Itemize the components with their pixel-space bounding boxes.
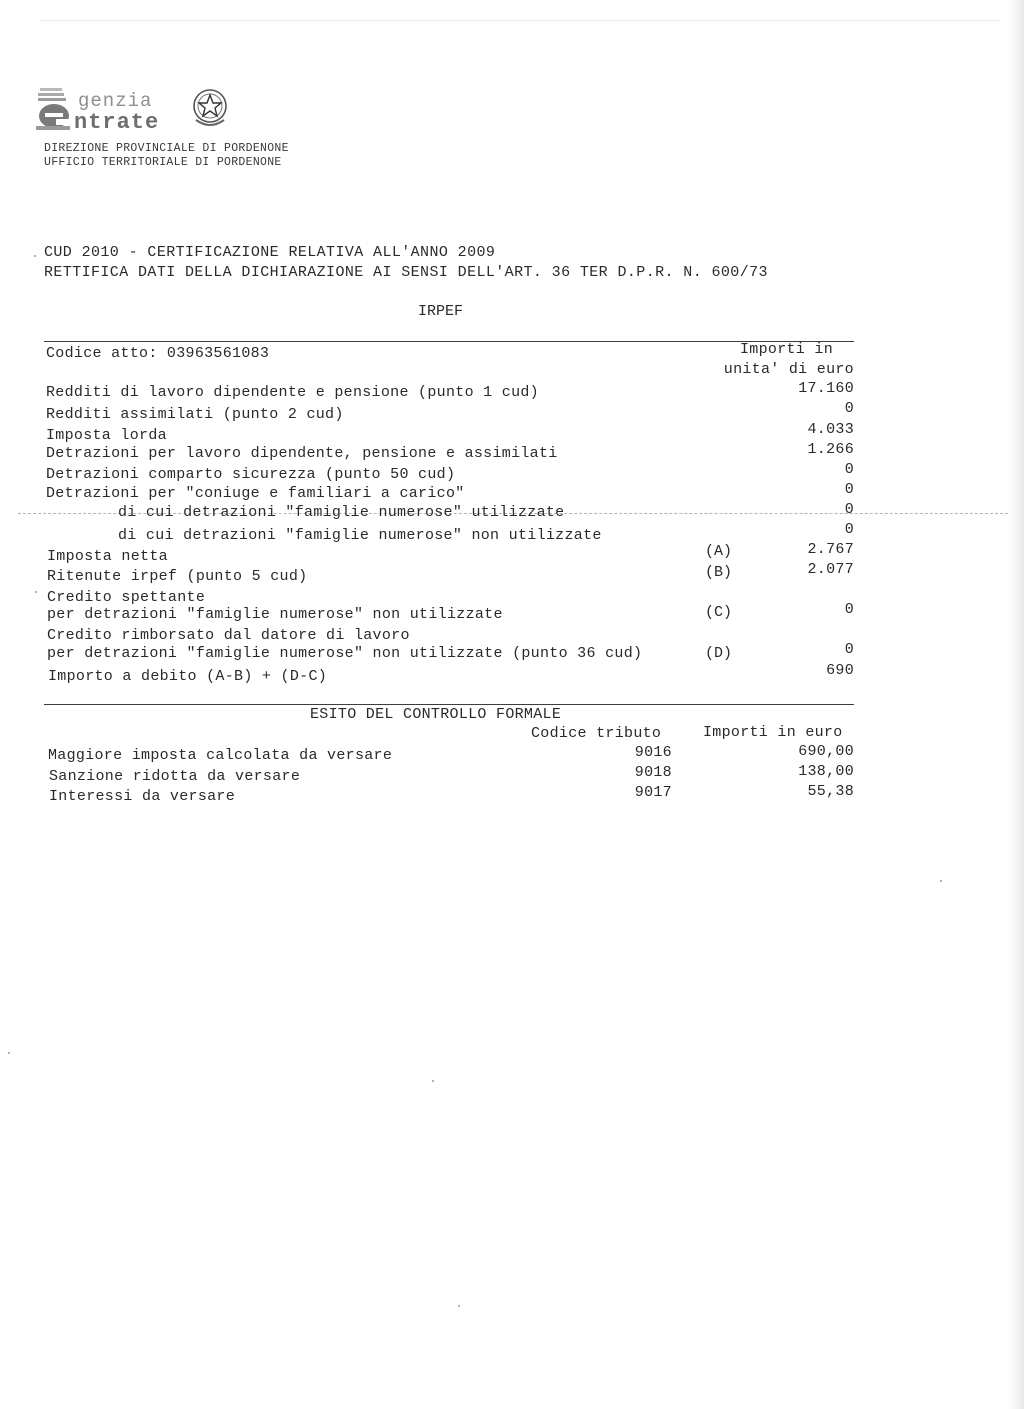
office-name-provincial: DIREZIONE PROVINCIALE DI PORDENONE [44, 142, 289, 155]
esito-row-codice: 9017 [634, 784, 672, 801]
row-label-indented: di cui detrazioni "famiglie numerose" non utilizzate [118, 527, 602, 544]
section-divider [44, 704, 854, 705]
esito-row-codice: 9018 [634, 764, 672, 781]
row-value: 1.266 [807, 441, 854, 458]
row-value: 4.033 [807, 421, 854, 438]
scan-speck [35, 591, 37, 593]
republic-emblem-icon [190, 86, 230, 132]
column-header-importi-euro: Importi in euro [703, 724, 843, 741]
row-value: 0 [844, 641, 854, 658]
scan-right-edge [1008, 0, 1024, 1409]
row-value: 0 [844, 461, 854, 478]
document-title: CUD 2010 - CERTIFICAZIONE RELATIVA ALL'ANNO 2009 [44, 244, 496, 261]
row-value: 17.160 [798, 380, 854, 397]
row-marker-b: (B) [705, 564, 733, 581]
logo-word-agenzia: genzia [78, 90, 153, 112]
row-label-total: Importo a debito (A-B) + (D-C) [48, 668, 328, 685]
row-label: Redditi assimilati (punto 2 cud) [46, 406, 344, 423]
document-subtitle: RETTIFICA DATI DELLA DICHIARAZIONE AI SENSI DELL'ART. 36 TER D.P.R. N. 600/73 [44, 264, 768, 281]
row-marker-c: (C) [705, 604, 733, 621]
row-value: 2.767 [807, 541, 854, 558]
esito-title: ESITO DEL CONTROLLO FORMALE [310, 706, 562, 723]
section-title-irpef: IRPEF [418, 303, 464, 320]
agenzia-e-logo-icon [36, 86, 72, 132]
row-marker-d: (D) [705, 645, 733, 662]
row-value: 0 [844, 601, 854, 618]
row-label: per detrazioni "famiglie numerose" non utilizzate (punto 36 cud) [47, 645, 643, 662]
row-label: Detrazioni per "coniuge e familiari a carico" [46, 485, 465, 502]
row-label: Credito rimborsato dal datore di lavoro [47, 627, 410, 644]
row-value: 2.077 [807, 561, 854, 578]
scan-speck [940, 880, 942, 882]
esito-row-label: Interessi da versare [49, 788, 236, 805]
row-label: Credito spettante [47, 589, 206, 606]
scan-speck [432, 1080, 434, 1082]
row-value-total: 690 [826, 662, 854, 679]
row-label: Imposta lorda [46, 427, 167, 444]
column-header-codice-tributo: Codice tributo [531, 725, 662, 742]
row-label: Ritenute irpef (punto 5 cud) [47, 568, 308, 585]
scan-speck [8, 1052, 10, 1054]
esito-row-importo: 690,00 [798, 743, 854, 760]
logo-word-entrate: ntrate [74, 110, 160, 135]
row-label: Redditi di lavoro dipendente e pensione (punto 1 cud) [46, 384, 539, 401]
esito-row-label: Sanzione ridotta da versare [49, 768, 301, 785]
scan-speck [458, 1305, 460, 1307]
office-name-territorial: UFFICIO TERRITORIALE DI PORDENONE [44, 156, 282, 169]
row-label: Imposta netta [47, 548, 168, 565]
agenzia-entrate-logo [36, 86, 236, 142]
row-value: 0 [844, 521, 854, 538]
scan-top-edge [40, 20, 1000, 21]
row-label: per detrazioni "famiglie numerose" non utilizzate [47, 606, 503, 623]
esito-row-importo: 55,38 [807, 783, 854, 800]
scan-speck [34, 255, 36, 257]
esito-row-label: Maggiore imposta calcolata da versare [48, 747, 393, 764]
row-label: Detrazioni comparto sicurezza (punto 50 cud) [46, 466, 456, 483]
esito-row-codice: 9016 [634, 744, 672, 761]
column-header-unita: unita' di euro [723, 361, 854, 378]
codice-atto: Codice atto: 03963561083 [46, 345, 270, 362]
esito-row-importo: 138,00 [798, 763, 854, 780]
row-value: 0 [844, 501, 854, 518]
column-header-importi: Importi in [739, 341, 833, 358]
row-value: 0 [844, 400, 854, 417]
row-label-indented: di cui detrazioni "famiglie numerose" utilizzate [118, 504, 565, 521]
row-marker-a: (A) [705, 543, 733, 560]
row-label: Detrazioni per lavoro dipendente, pensione e assimilati [46, 445, 558, 462]
row-value: 0 [844, 481, 854, 498]
section-divider [44, 341, 854, 342]
